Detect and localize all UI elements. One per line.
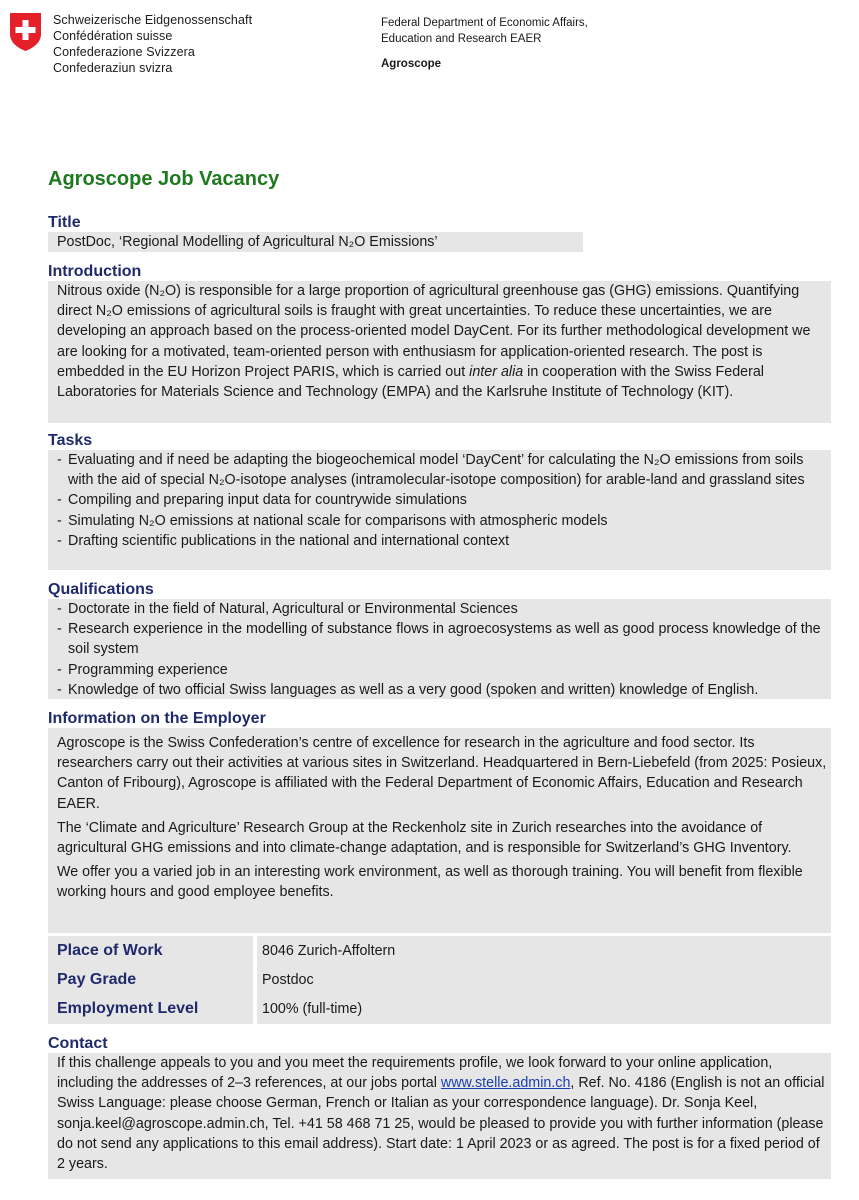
section-heading: Tasks <box>48 432 93 449</box>
list-item: - Programming experience <box>57 660 831 680</box>
confederation-line: Confederazione Svizzera <box>53 45 195 59</box>
confederation-names <box>53 12 252 76</box>
confederation-line: Confédération suisse <box>53 29 173 43</box>
job-title-value: PostDoc, ‘Regional Modelling of Agricultural N₂O Emissions’ <box>48 232 583 252</box>
intro-text-part: in cooperation with the Swiss Federal Laboratories for Materials Science and Technology (EMPA) and the Karlsruhe Institute of Technology (KIT). <box>57 363 764 401</box>
intro-text-part: Nitrous oxide (N₂O) is responsible for a large proportion of agricultural greenhouse gas (GHG) emissions. Quantifying direct N₂O emissions of agricultural soils is fraught with great uncertainties. To reduce these uncertainties, we are developing an approach based on the process-oriented model DayCent. For its further methodological development we are looking for a motivated, team-oriented person with enthusiasm for application-oriented research. The post is embedded in the EU Horizon Project PARIS, which is carried out <box>57 283 811 380</box>
qualifications-section <box>48 580 831 699</box>
pay-grade-value: Postdoc <box>262 972 314 988</box>
section-heading: Title <box>48 214 81 231</box>
department-block <box>381 15 588 72</box>
list-item: - Knowledge of two official Swiss languages as well as a very good (spoken and written) knowledge of English. <box>57 680 831 700</box>
place-of-work-label: Place of Work <box>57 942 163 959</box>
list-item: - Compiling and preparing input data for countrywide simulations <box>57 490 831 510</box>
department-line: Education and Research EAER <box>381 33 542 45</box>
employer-paragraph: We offer you a varied job in an interesting work environment, as well as thorough training. You will benefit from flexible working hours and good employee benefits. <box>57 864 803 901</box>
contact-text-part: If this challenge appeals to you and you meet the requirements profile, we look forward to your online application, including the addresses of 2–3 references, at our jobs portal <box>57 1055 773 1092</box>
title-section <box>48 213 831 252</box>
job-facts-table <box>48 936 831 1024</box>
employment-level-value: 100% (full-time) <box>262 1001 363 1017</box>
employer-paragraph: The ‘Climate and Agriculture’ Research Group at the Reckenholz site in Zurich researches into the avoidance of agricultural GHG emissions and into climate-change adaptation, and is responsible for Switzerland’s GHG Inventory. <box>57 819 792 857</box>
department-line: Federal Department of Economic Affairs, <box>381 17 588 29</box>
list-item: - Research experience in the modelling of substance flows in agroecosystems as well as good process knowledge of the soil system <box>57 619 831 659</box>
contact-paragraph <box>57 1053 831 1174</box>
employer-section <box>48 709 831 933</box>
section-heading: Qualifications <box>48 581 154 598</box>
list-item: - Drafting scientific publications in the national and international context <box>57 531 831 551</box>
table-row <box>48 994 831 1023</box>
confederation-line: Schweizerische Eidgenossenschaft <box>53 13 253 27</box>
letterhead <box>0 0 859 90</box>
section-heading: Introduction <box>48 263 142 280</box>
qualifications-list-block <box>48 599 831 699</box>
contact-text-part: , Ref. No. 4186 (English is not an official Swiss Language: please choose German, French or Italian as your correspondence language). Dr. Sonja Keel, sonja.keel@agroscope.admin.ch, Tel. +41 58 468 71 25, would be pleased to provide you with further information (please do not send any applications to this email address). Start date: 1 April 2023 or as agreed. The post is for a fixed period of 2 years. <box>57 1075 825 1173</box>
tasks-list <box>57 450 831 551</box>
list-item: - Evaluating and if need be adapting the biogeochemical model ‘DayCent’ for calculating the N₂O emissions from soils with the aid of special N₂O-isotope analyses (intramolecular-isotope composition) for arable-land and grassland sites <box>57 450 831 490</box>
introduction-section <box>48 262 831 423</box>
employer-paragraph: Agroscope is the Swiss Confederation’s centre of excellence for research in the agriculture and food sector. Its researchers carry out their activities at various sites in Switzerland. Headquartered in Bern-Liebefeld (from 2025: Posieux, Canton of Fribourg), Agroscope is affiliated with the Federal Department of Economic Affairs, Education and Research EAER. <box>57 735 827 812</box>
qualifications-list <box>57 599 831 700</box>
intro-italic-text: inter alia <box>469 363 524 380</box>
list-item: - Doctorate in the field of Natural, Agricultural or Environmental Sciences <box>57 599 831 619</box>
table-row <box>48 936 831 965</box>
table-row <box>48 965 831 994</box>
agency-name: Agroscope <box>381 58 442 70</box>
tasks-section <box>48 431 831 570</box>
employer-text <box>48 728 831 933</box>
confederation-line: Confederaziun svizra <box>53 61 173 75</box>
introduction-paragraph <box>57 281 831 402</box>
contact-text <box>48 1053 831 1179</box>
contact-section <box>48 1034 831 1179</box>
place-of-work-value: 8046 Zurich-Affoltern <box>262 943 396 959</box>
swiss-coat-of-arms-icon <box>9 12 42 52</box>
section-heading: Contact <box>48 1035 108 1052</box>
list-item: - Simulating N₂O emissions at national scale for comparisons with atmospheric models <box>57 511 831 531</box>
employment-level-label: Employment Level <box>57 1000 199 1017</box>
introduction-text <box>48 281 831 423</box>
page-title: Agroscope Job Vacancy <box>48 168 280 190</box>
jobs-portal-link[interactable]: www.stelle.admin.ch <box>440 1075 571 1092</box>
section-heading: Information on the Employer <box>48 710 266 727</box>
pay-grade-label: Pay Grade <box>57 971 137 988</box>
tasks-list-block <box>48 450 831 570</box>
